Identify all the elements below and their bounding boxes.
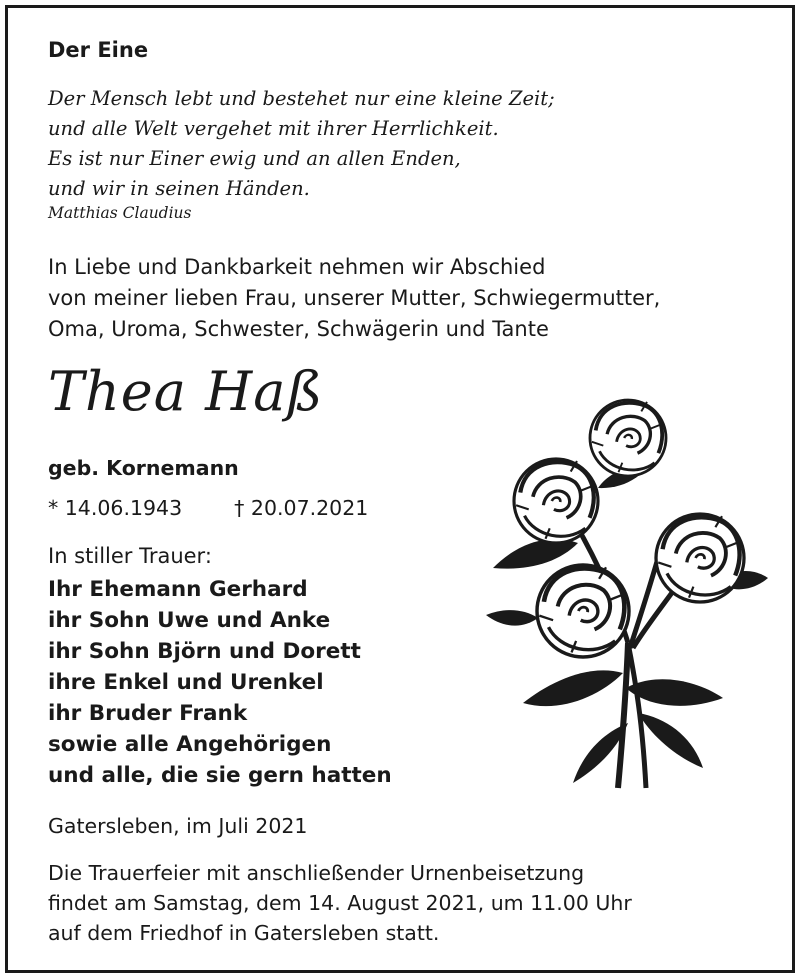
mourner: ihre Enkel und Urenkel [48, 670, 324, 695]
mourners-list [48, 574, 392, 791]
funeral-line: findet am Samstag, dem 14. August 2021, um 11.00 Uhr [48, 891, 632, 915]
poem-line: Es ist nur Einer ewig und an allen Enden, [48, 147, 461, 170]
mourner: Ihr Ehemann Gerhard [48, 577, 308, 602]
poem-line: und wir in seinen Händen. [48, 177, 310, 200]
deceased-name: Thea Haß [48, 360, 324, 423]
mourner: ihr Sohn Uwe und Anke [48, 608, 331, 633]
birth-date: * 14.06.1943 [48, 496, 183, 520]
mourners-label: In stiller Trauer: [48, 544, 212, 568]
maiden-name: geb. Kornemann [48, 456, 239, 480]
life-dates [48, 496, 368, 520]
rose-bouquet-icon [478, 393, 773, 793]
intro-line: In Liebe und Dankbarkeit nehmen wir Abschied [48, 255, 546, 279]
funeral-line: Die Trauerfeier mit anschließender Urnenbeisetzung [48, 861, 585, 885]
place-date: Gatersleben, im Juli 2021 [48, 814, 308, 838]
death-date: † 20.07.2021 [234, 496, 369, 520]
funeral-info [48, 858, 632, 948]
poem-title: Der Eine [48, 38, 149, 62]
poem [48, 84, 555, 204]
intro-line: Oma, Uroma, Schwester, Schwägerin und Tante [48, 317, 549, 341]
mourner: ihr Bruder Frank [48, 701, 248, 726]
poem-line: Der Mensch lebt und bestehet nur eine kleine Zeit; [48, 87, 555, 110]
mourner: ihr Sohn Björn und Dorett [48, 639, 361, 664]
poem-line: und alle Welt vergehet mit ihrer Herrlichkeit. [48, 117, 499, 140]
mourner: sowie alle Angehörigen [48, 732, 332, 757]
obituary-frame [5, 5, 795, 973]
poem-author: Matthias Claudius [48, 204, 192, 222]
mourner: und alle, die sie gern hatten [48, 763, 392, 788]
intro-line: von meiner lieben Frau, unserer Mutter, Schwiegermutter, [48, 286, 661, 310]
intro-text [48, 252, 660, 345]
funeral-line: auf dem Friedhof in Gatersleben statt. [48, 921, 440, 945]
